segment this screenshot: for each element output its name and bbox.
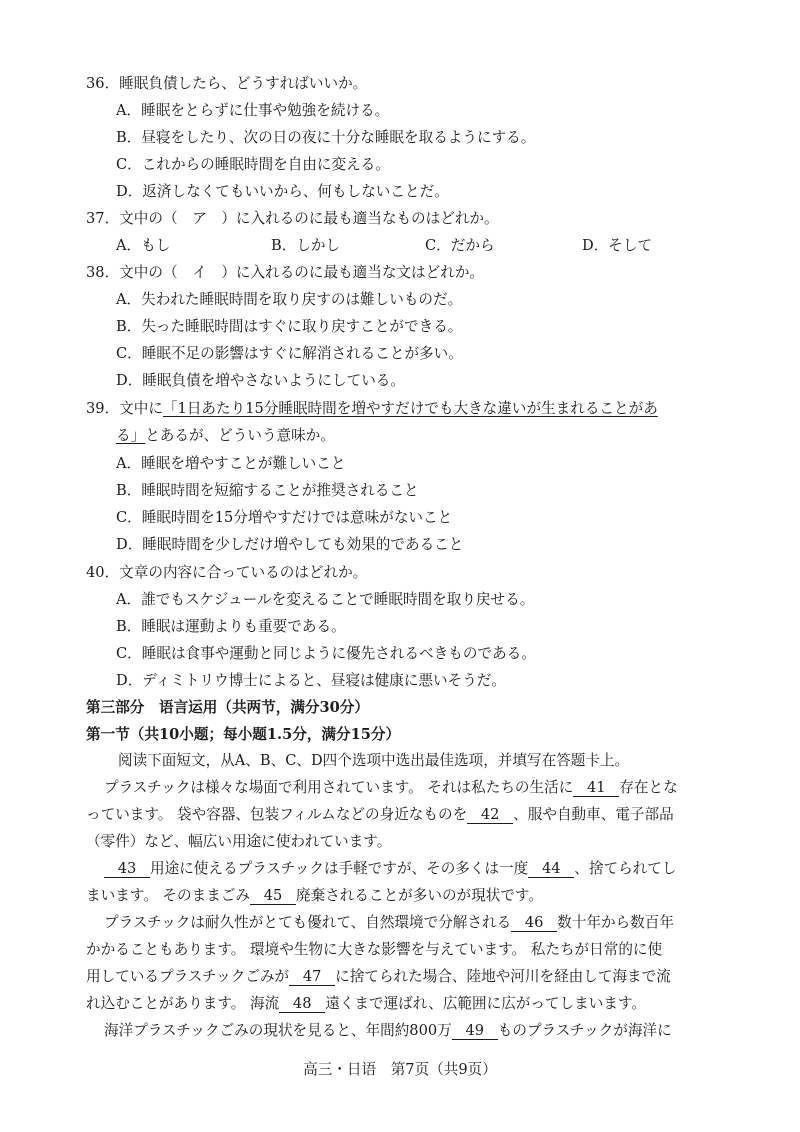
q40-option-b: B．睡眠は運動よりも重要である。 — [116, 618, 346, 635]
q39-option-a: A．睡眠を増やすことが難しいこと — [116, 455, 346, 472]
q38-option-c: C．睡眠不足の影響はすぐに解消されることが多い。 — [116, 345, 463, 362]
q37-option-b: B．しかし — [271, 237, 341, 254]
q39-stem-suffix: とあるが、どういう意味か。 — [145, 427, 335, 444]
q37-option-a: A．もし — [116, 237, 171, 254]
passage-text: 用途に使えるプラスチックは手軽ですが、その多くは一度 — [150, 860, 529, 877]
q36-option-a: A．睡眠をとらずに仕事や勉強を続ける。 — [116, 102, 390, 119]
passage-line-9 — [86, 994, 646, 1014]
passage-text: 、捨てられてし — [574, 860, 677, 877]
blank-44: 44 — [528, 861, 574, 878]
blank-46: 46 — [511, 915, 557, 932]
blank-43: 43 — [104, 861, 150, 878]
passage-line-10 — [104, 1021, 672, 1041]
blank-49: 49 — [452, 1023, 498, 1040]
passage-line-8 — [86, 967, 671, 987]
passage-line-4 — [104, 859, 676, 879]
question-38-stem: 38．文中の（ イ ）に入れるのに最も適当な文はどれか。 — [86, 264, 485, 281]
q39-option-b: B．睡眠時間を短縮することが推奨されること — [116, 482, 419, 499]
q38-option-d: D．睡眠負債を増やさないようにしている。 — [116, 372, 405, 389]
q40-option-d: D．ディミトリウ博士によると、昼寝は健康に悪いそうだ。 — [116, 672, 506, 689]
blank-45: 45 — [250, 888, 296, 905]
question-40-stem: 40．文章の内容に合っているのはどれか。 — [86, 564, 368, 581]
section1-title: 第一节（共10小题；每小题1.5分，满分15分） — [86, 726, 401, 743]
question-39-stem — [86, 399, 658, 419]
q39-quote-line1: 「1日あたり15分睡眠時間を増やすだけでも大きな違いが生まれることがあ — [162, 400, 658, 417]
passage-text: 海洋プラスチックごみの現状を見ると、年間約800万 — [104, 1022, 452, 1039]
passage-text: 、服や自動車、電子部品 — [513, 806, 674, 823]
passage-text: プラスチックは耐久性がとても優れて、自然環境で分解される — [104, 914, 512, 931]
question-39-stem-cont — [116, 426, 335, 446]
q36-option-d: D．返済しなくてもいいから、何もしないことだ。 — [116, 183, 449, 200]
passage-line-5 — [86, 886, 543, 906]
passage-text: っています。 袋や容器、包装フィルムなどの身近なものを — [86, 806, 468, 823]
passage-line-6 — [104, 913, 674, 933]
passage-line-3: （零件）など、幅広い用途に使われています。 — [86, 833, 392, 850]
q39-option-c: C．睡眠時間を15分増やすだけでは意味がないこと — [116, 509, 453, 526]
section1-instruction: 阅读下面短文，从A、B、C、D四个选项中选出最佳选项，并填写在答题卡上。 — [118, 752, 630, 769]
passage-line-1 — [104, 778, 678, 798]
q39-quote-line2: る」 — [116, 427, 146, 444]
q38-option-a: A．失われた睡眠時間を取り戻すのは難しいものだ。 — [116, 291, 463, 308]
passage-text: 用しているプラスチックごみが — [86, 968, 290, 985]
passage-text: まいます。 そのままごみ — [86, 887, 251, 904]
passage-text: れ込むことがあります。 海流 — [86, 995, 280, 1012]
q39-stem-prefix: 39．文中に — [86, 400, 163, 417]
passage-text: 廃棄されることが多いのが現状です。 — [296, 887, 543, 904]
page-footer: 高三・日语 第7页（共9页） — [303, 1061, 497, 1078]
part3-title: 第三部分 语言运用（共两节，满分30分） — [86, 699, 369, 716]
q37-option-d: D．そして — [582, 237, 653, 254]
q36-option-b: B．昼寝をしたり、次の日の夜に十分な睡眠を取るようにする。 — [116, 129, 536, 146]
q37-option-c: C．だから — [425, 237, 495, 254]
q40-option-a: A．誰でもスケジュールを変えることで睡眠時間を取り戻せる。 — [116, 591, 535, 608]
q36-option-c: C．これからの睡眠時間を自由に変える。 — [116, 156, 390, 173]
q40-option-c: C．睡眠は食事や運動と同じように優先されるべきものである。 — [116, 645, 536, 662]
blank-42: 42 — [467, 807, 513, 824]
passage-line-7: かかることもあります。 環境や生物に大きな影響を与えています。 私たちが日常的に使 — [86, 941, 663, 958]
blank-47: 47 — [289, 969, 335, 986]
passage-text: に捨てられた場合、陸地や河川を経由して海まで流 — [335, 968, 671, 985]
q39-option-d: D．睡眠時間を少しだけ増やしても効果的であること — [116, 536, 464, 553]
blank-48: 48 — [279, 996, 325, 1013]
passage-text: プラスチックは様々な場面で利用されています。 それは私たちの生活に — [104, 779, 574, 796]
passage-text: 遠くまで運ばれ、広範囲に広がってしまいます。 — [325, 995, 646, 1012]
q38-option-b: B．失った睡眠時間はすぐに取り戻すことができる。 — [116, 318, 463, 335]
question-37-stem: 37．文中の（ ア ）に入れるのに最も適当なものはどれか。 — [86, 210, 499, 227]
question-36-stem: 36．睡眠負債したら、どうすればいいか。 — [86, 75, 368, 92]
blank-41: 41 — [573, 780, 619, 797]
passage-text: 存在とな — [619, 779, 678, 796]
passage-text: ものプラスチックが海洋に — [497, 1022, 672, 1039]
passage-text: 数十年から数百年 — [557, 914, 674, 931]
passage-line-2 — [86, 805, 674, 825]
